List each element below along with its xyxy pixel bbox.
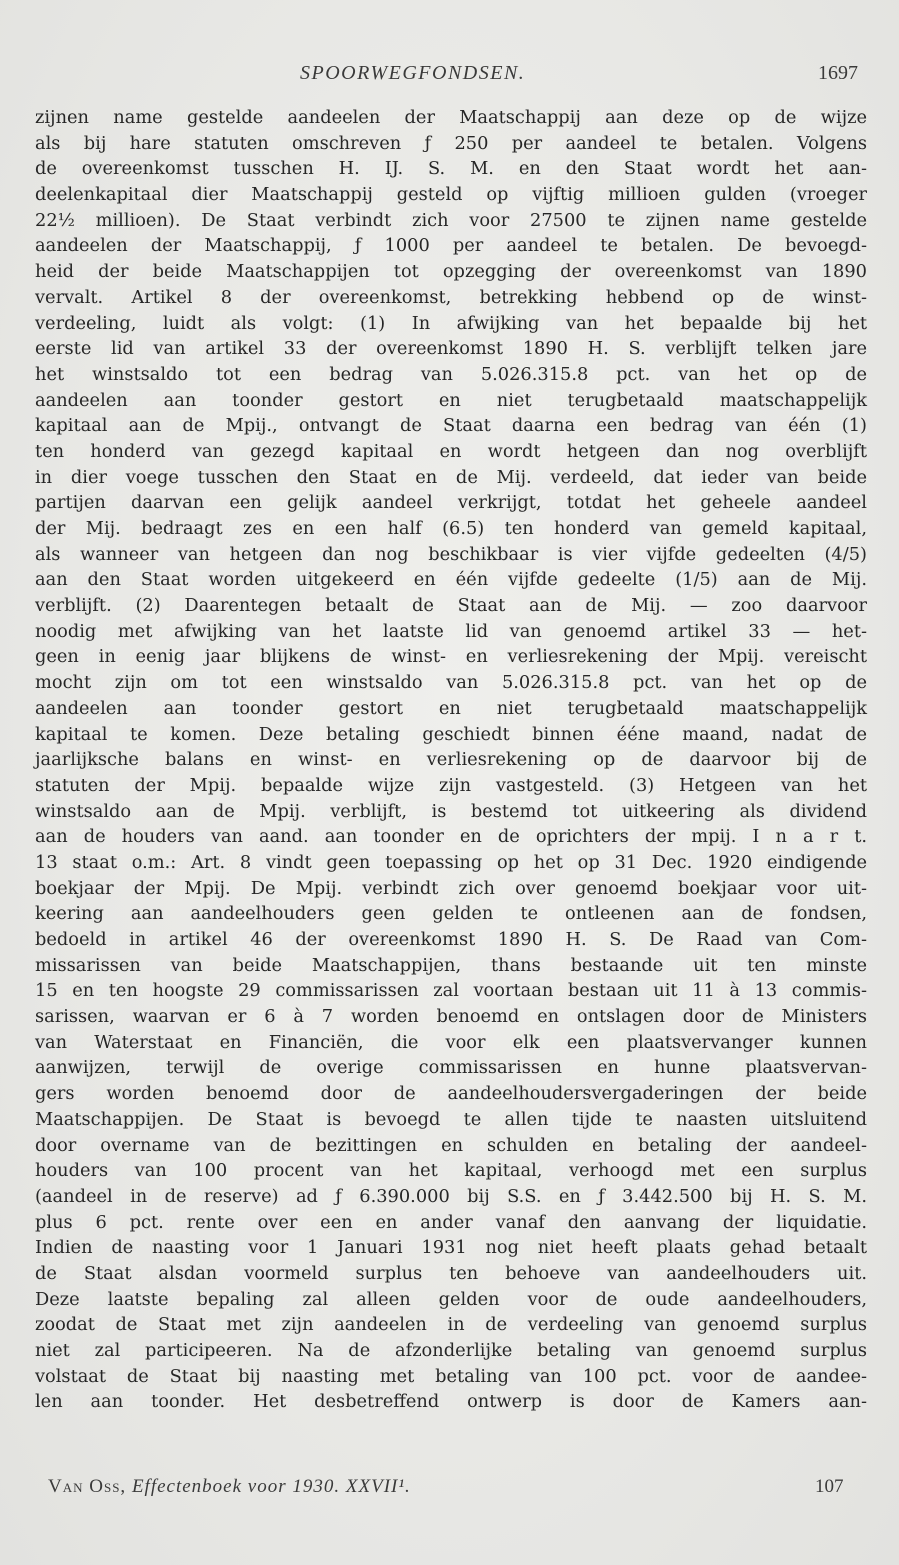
text-line: houders van 100 procent van het kapitaal, verhoogd met een surplus bbox=[35, 1160, 867, 1182]
text-line: zijnen name gestelde aandeelen der Maatschappij aan deze op de wijze bbox=[35, 107, 867, 128]
page-number: 1697 bbox=[818, 62, 858, 84]
text-line: zoodat de Staat met zijn aandeelen in de verdeeling van genoemd surplus bbox=[35, 1314, 867, 1336]
footer-book-title: Effectenboek voor 1930. bbox=[131, 1476, 341, 1497]
text-line: len aan toonder. Het desbetreffend ontwerp is door de Kamers aan- bbox=[35, 1391, 867, 1413]
text-line: kapitaal aan de Mpij., ontvangt de Staat daarna een bedrag van één (1) bbox=[35, 415, 867, 437]
text-line: als bij hare statuten omschreven ƒ 250 per aandeel te betalen. Volgens bbox=[35, 132, 867, 154]
text-line: missarissen van beide Maatschappijen, thans bestaande uit ten minste bbox=[35, 954, 867, 976]
text-line: mocht zijn om tot een winstsaldo van 5.026.315.8 pct. van het op de bbox=[35, 672, 867, 694]
text-line: keering aan aandeelhouders geen gelden te ontleenen aan de fondsen, bbox=[35, 903, 867, 925]
text-line: aandeelen der Maatschappij, ƒ 1000 per aandeel te betalen. De bevoegd- bbox=[35, 235, 867, 257]
text-line: 15 en ten hoogste 29 commissarissen zal voortaan bestaan uit 11 à 13 commis- bbox=[35, 980, 867, 1002]
text-line: statuten der Mpij. bepaalde wijze zijn vastgesteld. (3) Hetgeen van het bbox=[35, 774, 867, 796]
text-line: verdeeling, luidt als volgt: (1) In afwijking van het bepaalde bij het bbox=[35, 312, 867, 334]
text-line: in dier voege tusschen den Staat en de Mij. verdeeld, dat ieder van beide bbox=[35, 466, 867, 488]
text-line: aanwijzen, terwijl de overige commissarissen en hunne plaatsvervan- bbox=[35, 1057, 867, 1079]
text-line: verblijft. (2) Daarentegen betaalt de Staat aan de Mij. — zoo daarvoor bbox=[35, 595, 867, 617]
text-line: (aandeel in de reserve) ad ƒ 6.390.000 bij S.S. en ƒ 3.442.500 bij H. S. M. bbox=[35, 1185, 867, 1207]
text-line: plus 6 pct. rente over een en ander vanaf den aanvang der liquidatie. bbox=[35, 1211, 867, 1233]
text-line: Deze laatste bepaling zal alleen gelden voor de oude aandeelhouders, bbox=[35, 1288, 867, 1310]
text-line: de overeenkomst tusschen H. IJ. S. M. en den Staat wordt het aan- bbox=[35, 158, 867, 180]
text-line: noodig met afwijking van het laatste lid van genoemd artikel 33 — het- bbox=[35, 620, 867, 642]
text-line: 13 staat o.m.: Art. 8 vindt geen toepassing op het op 31 Dec. 1920 eindigende bbox=[35, 851, 867, 873]
text-line: aan den Staat worden uitgekeerd en één vijfde gedeelte (1/5) aan de Mij. bbox=[35, 569, 867, 591]
footer-volume: XXVII¹. bbox=[345, 1476, 411, 1497]
text-line: partijen daarvan een gelijk aandeel verkrijgt, totdat het geheele aandeel bbox=[35, 492, 867, 514]
text-line: boekjaar der Mpij. De Mpij. verbindt zich over genoemd boekjaar voor uit- bbox=[35, 877, 867, 899]
text-line: kapitaal te komen. Deze betaling geschiedt binnen éénе maand, nadat de bbox=[35, 723, 867, 745]
footer-sheet-number: 107 bbox=[815, 1476, 844, 1497]
text-line: de Staat alsdan voormeld surplus ten behoeve van aandeelhouders uit. bbox=[35, 1262, 867, 1284]
text-line: niet zal participeeren. Na de afzonderlijke betaling van genoemd surplus bbox=[35, 1340, 867, 1361]
text-line: het winstsaldo tot een bedrag van 5.026.315.8 pct. van het op de bbox=[35, 363, 867, 385]
text-line: heid der beide Maatschappijen tot opzegging der overeenkomst van 1890 bbox=[35, 261, 867, 283]
text-line: winstsaldo aan de Mpij. verblijft, is bestemd tot uitkeering als dividend bbox=[35, 800, 867, 822]
text-line: ten honderd van gezegd kapitaal en wordt hetgeen dan nog overblijft bbox=[35, 440, 867, 462]
text-line: gers worden benoemd door de aandeelhoudersvergaderingen der beide bbox=[35, 1083, 867, 1105]
text-line: vervalt. Artikel 8 der overeenkomst, betrekking hebbend op de winst- bbox=[35, 286, 867, 308]
text-line: sarissen, waarvan er 6 à 7 worden benoemd en ontslagen door de Ministers bbox=[35, 1006, 867, 1028]
text-line: aandeelen aan toonder gestort en niet terugbetaald maatschappelijk bbox=[35, 389, 867, 411]
text-line: bedoeld in artikel 46 der overeenkomst 1890 H. S. De Raad van Com- bbox=[35, 929, 867, 950]
text-line: door overname van de bezittingen en schulden en betaling der aandeel- bbox=[35, 1134, 867, 1156]
footer-signature bbox=[48, 1476, 411, 1498]
text-line: geen in eenig jaar blijkens de winst- en verliesrekening der Mpij. vereischt bbox=[35, 646, 867, 668]
text-line: aan de houders van aand. aan toonder en de oprichters der mpij. I n a r t. bbox=[35, 826, 867, 848]
text-line: aandeelen aan toonder gestort en niet terugbetaald maatschappelijk bbox=[35, 697, 867, 719]
text-line: als wanneer van hetgeen dan nog beschikbaar is vier vijfde gedeelten (4/5) bbox=[35, 543, 867, 565]
text-line: van Waterstaat en Financiën, die voor elk een plaatsvervanger kunnen bbox=[35, 1031, 867, 1053]
text-line: volstaat de Staat bij naasting met betaling van 100 pct. voor de aandee- bbox=[35, 1365, 867, 1387]
text-line: Maatschappijen. De Staat is bevoegd te allen tijde te naasten uitsluitend bbox=[35, 1108, 867, 1130]
text-line: deelenkapitaal dier Maatschappij gesteld op vijftig millioen gulden (vroeger bbox=[35, 184, 867, 206]
running-head bbox=[0, 62, 899, 90]
text-line: jaarlijksche balans en winst- en verliesrekening op de daarvoor bij de bbox=[35, 749, 867, 771]
body-text bbox=[35, 105, 867, 1415]
running-title: SPOORWEGFONDSEN. bbox=[300, 62, 526, 84]
text-line: der Mij. bedraagt zes en een half (6.5) ten honderd van gemeld kapitaal, bbox=[35, 518, 867, 539]
text-line: 22½ millioen). De Staat verbindt zich voor 27500 te zijnen name gestelde bbox=[35, 209, 867, 231]
page-footer bbox=[0, 1476, 899, 1504]
text-line: eerste lid van artikel 33 der overeenkomst 1890 H. S. verblijft telken jare bbox=[35, 338, 867, 360]
footer-publisher: Van Oss, bbox=[48, 1476, 127, 1497]
text-line: Indien de naasting voor 1 Januari 1931 nog niet heeft plaats gehad betaalt bbox=[35, 1237, 867, 1259]
